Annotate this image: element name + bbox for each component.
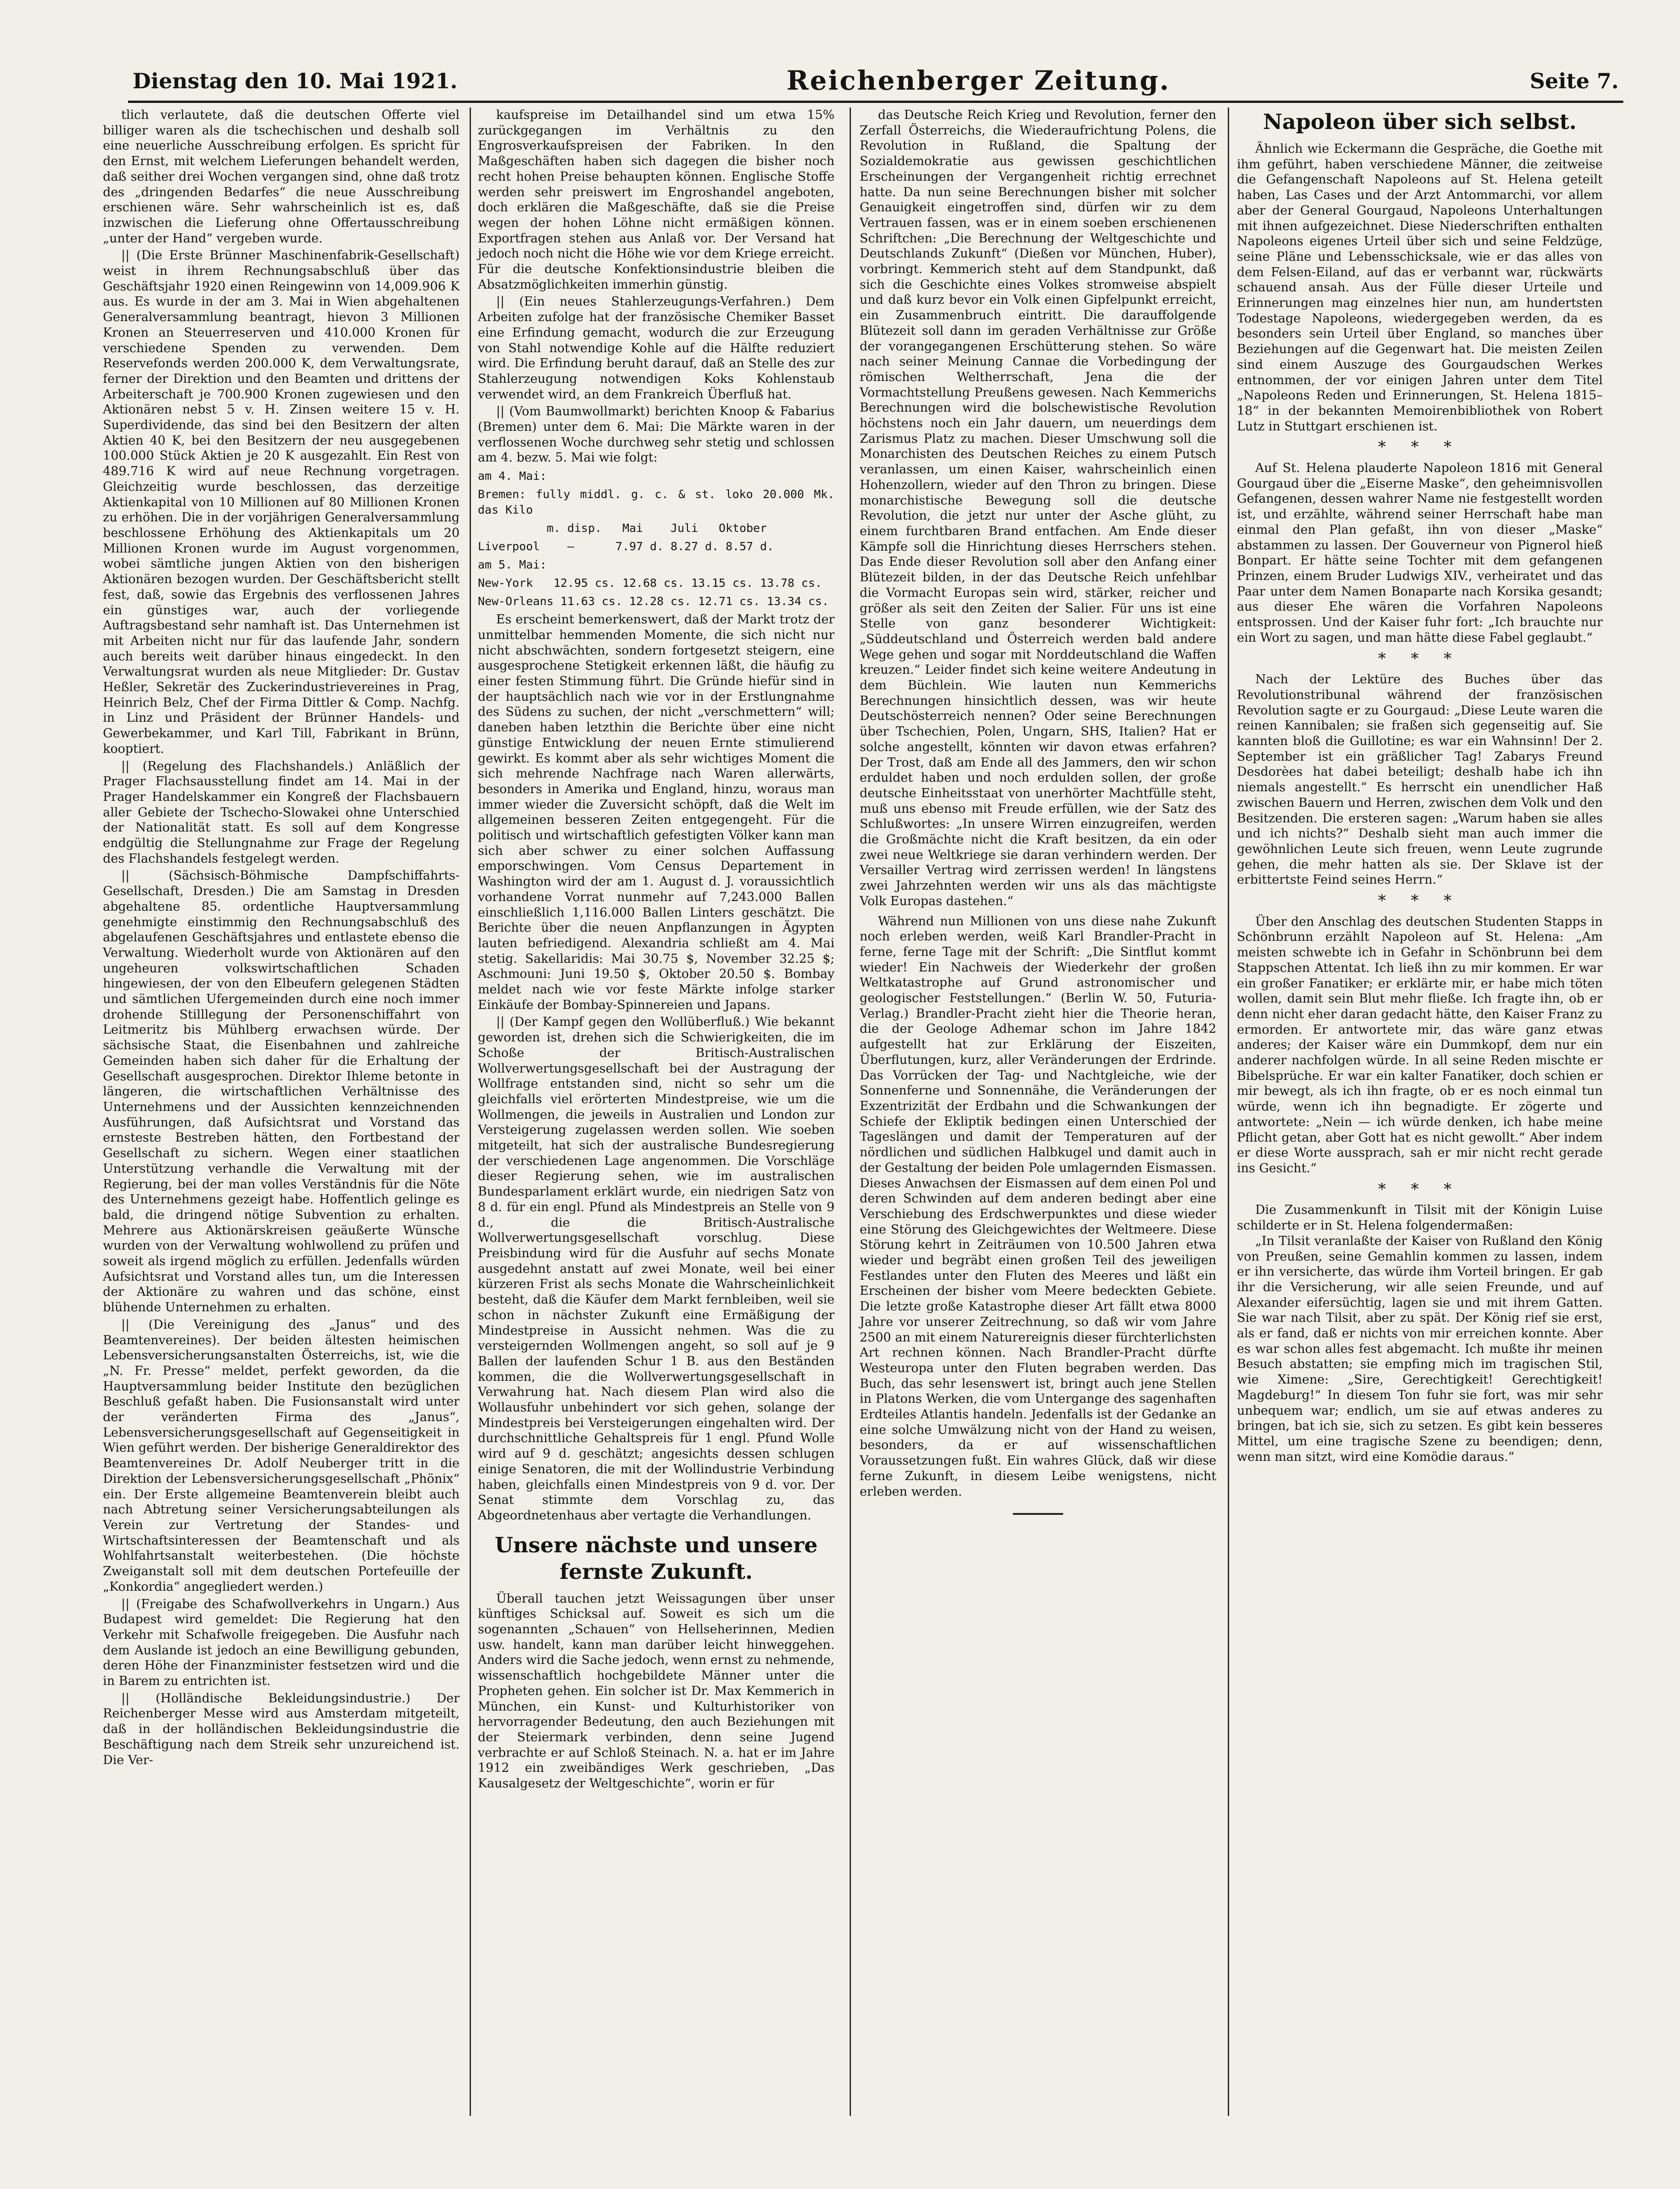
feuilleton-headline: Napoleon über sich selbst. [1263,109,1577,134]
news-item: || (Die Vereinigung des „Janus“ und des Beamtenvereines). Der beiden ältesten heimischen Lebensversicherungsanstalten Österreichs, ist, wie die „N. Fr. Presse“ meldet, perfekt geworden, da die Hauptversammlung beider Institute den bezüglichen Beschluß gefaßt haben. Die Fusionsanstalt wird unter der veränderten Firma des „Janus“, Lebensversicherungsgesellschaft auf Gegenseitigkeit in Wien geführt werden. Der bisherige Generaldirektor des Beamtenvereines Dr. Adolf Neuberger tritt in die Direktion der Lebensversicherungsgesellschaft „Phönix“ ein. Der Erste allgemeine Beamtenverein bleibt auch nach Abtretung seiner Versicherungsabteilungen als Verein zur Vertretung der Standes- und Wirtschaftsinteressen der Beamtenschaft und als Wohlfahrtsanstalt weiterbestehen. (Die höchste Zweiganstalt soll mit dem deutschen Portefeuille der „Konkordia“ angegliedert werden.) [103,1317,460,1594]
feuilleton-paragraph: „In Tilsit veranlaßte der Kaiser von Rußland den König von Preußen, seine Gemahlin kommen zu lassen, indem er ihn versicherte, das würde ihm Vorteil bringen. Er gab ihr die Versicherung, wir alle seien Freunde, und auf Alexander eifersüchtig, lagen sie und mit ihrem Gatten. Sie war nach Tilsit, aber zu spät. Der König rief sie erst, als er fand, daß er nichts von mir erreichen konnte. Aber es war schon alles fest abgemacht. Ich mußte ihr meinen Besuch abstatten; sie empfing mich im tragischen Stil, wie Ximene: „Sire, Gerechtigkeit! Gerechtigkeit! Magdeburg!“ In diesem Ton fuhr sie fort, was mir sehr unbequem war; endlich, um sie auf etwas anderes zu bringen, bat ich sie, sich zu setzen. Es gibt kein besseres Mittel, um eine tragische Szene zu beendigen; denn, wenn man sitzt, wird eine Komödie daraus.“ [1237,1234,1603,1464]
feuilleton-paragraph: Auf St. Helena plauderte Napoleon 1816 mit General Gourgaud über die „Eiserne Maske“, den geheimnisvollen Gefangenen, dessen wahrer Name nie festgestellt worden ist, und erzählte, während seiner Herrschaft habe man einmal den Plan gefaßt, ihn von dieser „Maske“ abstammen zu lassen. Der Gouverneur von Pignerol hieß Bonpart. Er hätte seine Tochter mit dem gefangenen Prinzen, einem Bruder Ludwigs XIV., verheiratet und das Paar unter dem Namen Bonaparte nach Korsika gesandt; aus dieser Ehe wären die Vorfahren Napoleons entsprossen. Und der Kaiser fuhr fort: „Ich brauchte nur ein Wort zu sagen, und man hätte diese Fabel geglaubt.“ [1237,461,1603,645]
cotton-price-table [478,468,835,609]
table-row: Liverpool — 7.97 d. 8.27 d. 8.57 d. [478,540,774,553]
article-end-rule [1013,1513,1063,1515]
news-item: || (Der Kampf gegen den Wollüberfluß.) Wie bekannt geworden ist, drehen sich die Schwierigkeiten, die im Schoße der Britisch-Australischen Wollverwertungsgesellschaft bei der Austragung der Wollfrage entstanden sind, nicht so sehr um die gleichfalls viel erörterten Mindestpreise, wie um die Wollmengen, die jeweils in Australien und London zur Versteigerung zugelassen werden sollen. Wie soeben mitgeteilt, hat sich der australische Bundesregierung der verschiedenen Lage angenommen. Die Vorschläge dieser Regierung sehen, wie im australischen Bundesparlament erklärt wurde, ein niedrigen Satz von 8 d. für ein engl. Pfund als Mindestpreis an Stelle von 9 d., die die Britisch-Australische Wollverwertungsgesellschaft vorschlug. Diese Preisbindung wird für die Ausfuhr auf sechs Monate ausgedehnt anstatt auf zwei Monate, weil bei einer kürzeren Frist als sechs Monate die Wahrscheinlichkeit besteht, daß die Käufer dem Markt fernbleiben, weil sie schon in nächster Zukunft eine Ermäßigung der Mindestpreise in Aussicht nehmen. Was die zu versteigernden Wollmengen angeht, so soll auf je 9 Ballen der laufenden Schur 1 B. aus den Beständen kommen, die die Wollverwertungsgesellschaft in Verwahrung hat. Nach diesem Plan wird also die Wollausfuhr unbehindert vor sich gehen, solange der Mindestpreis bei Versteigerungen eingehalten wird. Der durchschnittliche Gehaltspreis für 1 engl. Pfund Wolle wird auf 9 d. geschätzt; angesichts dessen schlugen einige Senatoren, die mit der Wollindustrie Verbindung haben, gleichfalls einen Mindestpreis von 9 d. vor. Der Senat stimmte dem Vorschlag zu, das Abgeordnetenhaus aber vertagte die Verhandlungen. [478,1015,835,1523]
news-item: Es erscheint bemerkenswert, daß der Markt trotz der unmittelbar hemmenden Momente, die sich nicht nur nicht abschwächten, sondern fortgesetzt steigern, eine ausgesprochene Stetigkeit erkennen läßt, die häufig zu einer festen Stimmung führt. Die Gründe hiefür sind in der hauptsächlich nach wie vor in der Erstlungnahme des Südens zu suchen, der nicht „verschmettern“ will; daneben haben letzthin die Berichte über eine nicht günstige Entwicklung der neuen Ernte stimulierend gewirkt. Es kommt aber als sehr wichtiges Moment die sich mehrende Nachfrage nach Waren allerwärts, besonders in Amerika und England, hinzu, woraus man immer wieder die Zuversicht schöpft, daß die Welt im allgemeinen besseren Zeiten entgegengeht. Für die politisch und wirtschaftlich gefestigten Völker kann man sich aber schwer zu einer solchen Auffassung emporschwingen. Vom Census Departement in Washington wird der am 1. August d. J. voraussichtlich vorhandene Vorrat nunmehr auf 7,243.000 Ballen einschließlich 1,116.000 Ballen Linters geschätzt. Die Berichte über die neuen Anpflanzungen in Ägypten lauten befriedigend. Alexandria schließt am 4. Mai stetig. Sakellaridis: Mai 30.75 $, November 32.25 $; Aschmouni: Juni 19.50 $, Oktober 20.50 $. Bombay meldet nach wie vor feste Märkte infolge starker Einkäufe der Bombay-Spinnereien und Japans. [478,612,835,1012]
news-item: || (Ein neues Stahlerzeugungs-Verfahren.) Dem Arbeiten zufolge hat der französische Chemiker Basset eine Erfindung gemacht, wodurch die zur Erzeugung von Stahl notwendige Kohle auf die Hälfte reduziert wird. Die Erfindung beruht darauf, daß an Stelle des zur Stahlerzeugung notwendigen Koks Kohlenstaub verwendet wird, an dem Frankreich Überfluß hat. [478,295,835,402]
feuilleton-paragraph: Über den Anschlag des deutschen Studenten Stapps in Schönbrunn erzählt Napoleon auf St. Helena: „Am meisten schwebte ich in Gefahr in Schönbrunn bei dem Stappschen Attentat. Ich ließ ihn zu mir kommen. Er war ein großer Fanatiker; er erklärte mir, er habe mich töten wollen, damit sein Blut mehr fließe. Ich fragte ihn, ob er denn nicht eher daran gedacht hätte, den Kaiser Franz zu ermorden. Er antwortete mir, das wäre ganz etwas anderes; der Kaiser wäre ein Dummkopf, dem nur ein anderer nachfolgen würde. In all seine Reden mischte er Bibelsprüche. Er war ein kalter Fanatiker, doch schien er mir bewegt, als ich ihn fragte, ob er es noch einmal tun würde, wenn ich ihn begnadigte. Er zögerte und antwortete: „Nein — ich würde denken, ich habe meine Pflicht getan, aber Gott hat es nicht gewollt.“ Aber indem er diese Worte aussprach, sah er mir nicht recht gerade ins Gesicht.“ [1237,914,1603,1175]
article-paragraph: Während nun Millionen von uns diese nahe Zukunft noch erleben werden, weiß Karl Brandler-Pracht in ferne, ferne Tage mit der Schrift: „Die Sintflut kommt wieder! Ein Nachweis der Wiederkehr der großen Weltkatastrophe auf Grund astronomischer und geologischer Feststellungen.“ (Berlin W. 50, Futuria-Verlag.) Brandler-Pracht zieht hier die Theorie heran, die der Geologe Adhemar schon im Jahre 1842 aufgestellt hat zur Erklärung der Eiszeiten, Überflutungen, kurz, aller Veränderungen der Erdrinde. Das Vorrücken der Tag- und Nachtgleiche, wie der Sonnenferne und Sonnennähe, die Veränderungen der Exzentrizität der Erdbahn und die Schwankungen der Schiefe der Ekliptik bedingen einen Unterschied der Tageslängen und damit der Temperaturen auf der nördlichen und südlichen Halbkugel und damit auch in der Gestaltung der beiden Pole umlagernden Eismassen. Dieses Anwachsen der Eismassen auf dem einen Pol und deren Schwinden auf dem anderen bedingt aber eine Verschiebung des Erdschwerpunktes und diese wieder eine Störung des Gleichgewichtes der Weltmeere. Diese Störung kehrt in Zeiträumen von 10.500 Jahren etwa wieder und begräbt einen großen Teil des jeweiligen Festlandes unter den Fluten des Meeres und läßt ein Erscheinen der bisher vom Meere bedeckten Gebiete. Die letzte große Katastrophe dieser Art fällt etwa 8000 Jahre vor unserer Zeitrechnung, so daß wir vom Jahre 2500 an mit einem Naturereignis dieser fürchterlichsten Art rechnen können. Nach Brandler-Pracht dürfte Westeuropa unter den Fluten begraben werden. Das Buch, das sehr lesenswert ist, bringt auch jene Stellen in Platons Werken, die vom Untergange des sagenhaften Erdteiles Atlantis handeln. Jedenfalls ist der Gedanke an eine solche Umwälzung nicht von der Hand zu weisen, besonders, da er auf wissenschaftlichen Voraussetzungen fußt. Ein wahres Glück, daß wir diese ferne Zukunft, in diesem Leibe wenigstens, nicht erleben werden. [860,914,1216,1499]
feuilleton-paragraph: Nach der Lektüre des Buches über das Revolutionstribunal während der französischen Revolution sagte er zu Gourgaud: „Diese Leute waren die reinen Kannibalen; sie fraßen sich gegenseitig auf. Sie kannten bloß die Guillotine; es war ein Wahnsinn! Der 2. September ist ein gräßlicher Tag! Zabarys Freund Desdorèes hat dabei beteiligt; deshalb habe ich ihn niemals angestellt.“ Es herrscht ein unendlicher Haß zwischen Bauern und Herren, zwischen dem Volk und den Besitzenden. Die ersteren sagen: „Warum haben sie alles und ich nichts?“ Deshalb sieht man auch immer die gewöhnlichen Leute sich freuen, wenn Leute zugrunde gehen, die mehr hatten als sie. Der Sklave ist der erbittertste Feind seines Herrn.“ [1237,672,1603,887]
newspaper-title: Reichenberger Zeitung. [786,65,1171,96]
table-line: am 4. Mai: [478,469,547,483]
column-rule [850,107,851,2116]
table-header: m. disp. Mai Juli Oktober [478,521,767,535]
news-item: kaufspreise im Detailhandel sind um etwa 15% zurückgegangen im Verhältnis zu den Engrosverkaufspreisen der Fabriken. In den Maßgeschäften haben sich dagegen die bisher noch recht hohen Preise behaupten können. Englische Stoffe werden sehr preiswert im Engroshandel angeboten, doch erklären die Maßgeschäfte, daß sie die Preise wegen der hohen Löhne nicht ermäßigen können. Exportfragen stehen aus Anlaß vor. Der Versand hat jedoch noch nicht die Höhe wie vor dem Kriege erreicht. Für die deutsche Konfektionsindustrie bleiben die Absatzmöglichkeiten immerhin günstig. [478,108,835,292]
table-line: Bremen: fully middl. g. c. & st. loko 20.000 Mk. das Kilo [478,488,835,517]
column-rule [470,107,471,2116]
section-divider-stars: * * * [1378,891,1462,910]
column-3 [860,107,1216,1515]
news-item: || (Freigabe des Schafwollverkehrs in Ungarn.) Aus Budapest wird gemeldet: Die Regierung hat den Verkehr mit Schafwolle freigegeben. Die Ausfuhr nach dem Auslande ist jedoch an eine Bewilligung gebunden, deren Höhe der Finanzminister festsetzen wird und die in Barem zu entrichten ist. [103,1597,460,1689]
news-item: || (Sächsisch-Böhmische Dampfschiffahrts-Gesellschaft, Dresden.) Die am Samstag in Dresden abgehaltene 85. ordentliche Hauptversammlung genehmigte einstimmig den Rechnungsabschluß des abgelaufenen Geschäftsjahres und entlastete ebenso die Verwaltung. Wiederholt wurde von Aktionären auf den ungeheuren volkswirtschaftlichen Schaden hingewiesen, der von den Elbeufern gelegenen Städten und sämtlichen Ufergemeinden durch eine noch immer drohende Stilllegung der Personenschiffahrt von Leitmeritz bis Mühlberg erwachsen würde. Der sächsische Staat, die Eisenbahnen und zahlreiche Gemeinden haben sich daher für die Erhaltung der Gesellschaft ausgesprochen. Direktor Ihleme betonte in längeren, die wirtschaftlichen Verhältnisse des Unternehmens und der Aussichten kennzeichnenden Ausführungen, daß Aufsichtsrat und Vorstand das ernsteste Bestreben hätten, den Fortbestand der Gesellschaft zu sichern. Wegen einer staatlichen Unterstützung verhandle die Verwaltung mit der Regierung, bei der man volles Verständnis für die Nöte des Unternehmens gezeigt habe. Hoffentlich gelinge es bald, die dringend nötige Subvention zu erhalten. Mehrere aus Aktionärskreisen geäußerte Wünsche wurden von der Verwaltung wohlwollend zu prüfen und soweit als irgend möglich zu erfüllen. Jedenfalls würden Aufsichtsrat und Vorstand alles tun, um die Interessen der Aktionäre zu wahren und das schöne, einst blühende Unternehmen zu erhalten. [103,869,460,1315]
header-date: Dienstag den 10. Mai 1921. [133,69,458,93]
table-row: New-Orleans 11.63 cs. 12.28 cs. 12.71 cs. 13.34 cs. [478,595,829,608]
article-paragraph: das Deutsche Reich Krieg und Revolution, ferner den Zerfall Österreichs, die Wiederaufrichtung Polens, die Revolution in Rußland, die Spaltung der Sozialdemokratie aus gewissen geschichtlichen Erscheinungen der Vergangenheit richtig errechnet hatte. Da nun seine Berechnungen bisher mit solcher Genauigkeit eingetroffen sind, dürfen wir zu dem Vertrauen fassen, was er in einem soeben erschienenen Schriftchen: „Die Berechnung der Weltgeschichte und Deutschlands Zukunft“ (Dießen vor München, Huber), vorbringt. Kemmerich steht auf dem Standpunkt, daß sich die Geschichte eines Volkes stromweise abspielt und daß kurz bevor ein Volk einen Gipfelpunkt erreicht, ein Zusammenbruch eintritt. Die darauffolgende Blütezeit soll dann im geraden Verhältnisse zur Größe der vorangegangenen Erschütterung stehen. So wäre nach seiner Meinung Cannae die Vorbedingung der römischen Weltherrschaft, Jena die der Vormachtstellung Preußens gewesen. Nach Kemmerichs Berechnungen wird die bolschewistische Revolution höchstens noch ein Jahr dauern, um neuerdings dem Zarismus Platz zu machen. Dieser Umschwung soll die Monarchisten des Deutschen Reiches zu einem Putsch veranlassen, um einen Kaiser, wahrscheinlich einen Hohenzollern, wieder auf den Thron zu bringen. Diese monarchistische Bewegung soll die deutsche Revolution, die jetzt nur unter der Asche glüht, zu einem furchtbaren Brand entfachen. Am Ende dieser Kämpfe soll die Hinrichtung dieses Herrschers stehen. Das Ende dieser Revolution soll aber den Anfang einer Blütezeit bilden, in der das Deutsche Reich unfehlbar die Vormacht Europas sein wird, stärker, reicher und größer als seit den Zeiten der Salier. Für uns ist eine Stelle von ganz besonderer Wichtigkeit: „Süddeutschland und Österreich werden bald andere Wege gehen und sogar mit Norddeutschland die Waffen kreuzen.“ Leider findet sich keine weitere Andeutung in dem Büchlein. Wie lauten nun Kemmerichs Berechnungen hinsichtlich dessen, was wir heute Deutschösterreich nennen? Oder seine Berechnungen über Tschechien, Polen, Ungarn, SHS, Italien? Hat er solche angestellt, könnten wir davon etwas erfahren? Der Trost, daß am Ende all des Jammers, den wir schon erduldet haben und noch erdulden sollen, der große deutsche Einheitsstaat von unerhörter Machtfülle steht, muß uns ebenso mit Freude erfüllen, wie der Satz des Schlußwortes: „In unsere Wirren einzugreifen, werden die Großmächte nicht die Kraft besitzen, da ein oder zwei neue Weltkriege sie daran verhindern werden. Der Versailler Vertrag wird zerrissen werden! In längstens zwei Jahrzehnten werden wir uns als das mächtigste Volk Europas dastehen.“ [860,108,1216,908]
news-item: || (Vom Baumwollmarkt) berichten Knoop & Fabarius (Bremen) unter dem 6. Mai: Die Märkte waren in der verflossenen Woche durchweg sehr stetig und schlossen am 4. bezw. 5. Mai wie folgt: [478,404,835,465]
article-headline: Unsere nächste und unsere fernste Zukunft. [495,1532,818,1584]
news-item: || (Holländische Bekleidungsindustrie.) Der Reichenberger Messe wird aus Amsterdam mitgeteilt, daß in der holländischen Bekleidungsindustrie die Beschäftigung nach dem Streik sehr unzureichend ist. Die Ver- [103,1691,460,1767]
news-item: || (Die Erste Brünner Maschinenfabrik-Gesellschaft) weist in ihrem Rechnungsabschluß über das Geschäftsjahr 1920 einen Reingewinn von 14,009.906 K aus. Es wurde in der am 3. Mai in Wien abgehaltenen Generalversammlung beantragt, hievon 3 Millionen Kronen an Steuerreserven und 410.000 Kronen für verschiedene Spenden zu verwenden. Dem Reservefonds werden 200.000 K, dem Verwaltungsrate, ferner der Direktion und den Beamten und drittens der Arbeiterschaft je 700.900 Kronen zugewiesen und den Aktionären nebst 5 v. H. Zinsen weitere 15 v. H. Superdividende, das sind bei den Besitzern der alten Aktien 40 K, bei den Besitzern der neu ausgegebenen 100.000 Stück Aktien je 20 K ausgezahlt. Ein Rest von 489.716 K wird auf neue Rechnung vorgetragen. Gleichzeitig wurde beschlossen, das derzeitige Aktienkapital von 10 Millionen auf 80 Millionen Kronen zu erhöhen. Die in der vorjährigen Generalversammlung beschlossene Erhöhung des Aktienkapitals um 20 Millionen Kronen wurde im August vorgenommen, wobei sämtliche jungen Aktien von den bisherigen Aktionären bezogen wurden. Der Geschäftsbericht stellt fest, daß, sowie das Ergebnis des verflossenen Jahres ein günstiges war, auch der vorliegende Auftragsbestand sehr namhaft ist. Das Unternehmen ist mit Arbeiten nicht nur für das laufende Jahr, sondern auch bereits weit darüber hinaus eingedeckt. In den Verwaltungsrat wurden als neue Mitglieder: Dr. Gustav Heßler, Sekretär des Zuckerindustrievereines in Prag, Heinrich Belz, Chef der Firma Dittler & Comp. Nachfg. in Linz und Präsident der Brünner Handels- und Gewerbekammer, und Karl Till, Fabrikant in Brünn, kooptiert. [103,248,460,756]
column-4 [1237,107,1603,1465]
section-divider-stars: * * * [1378,1180,1462,1198]
table-row: New-York 12.95 cs. 12.68 cs. 13.15 cs. 13.78 cs. [478,576,822,590]
column-1 [103,107,460,1768]
table-line: am 5. Mai: [478,558,547,572]
column-rule [1228,107,1229,2116]
column-2 [478,107,835,1792]
article-paragraph: Überall tauchen jetzt Weissagungen über unser künftiges Schicksal auf. Soweit es sich um die sogenannten „Schauen“ von Hellseherinnen, Medien usw. handelt, kann man darüber leicht hinweggehen. Anders wird die Sache jedoch, wenn ernst zu nehmende, wissenschaftlich hochgebildete Männer unter die Propheten gehen. Ein solcher ist Dr. Max Kemmerich in München, ein Kunst- und Kulturhistoriker von hervorragender Bedeutung, den auch Beziehungen mit der Steiermark verbinden, denn seine Jugend verbrachte er auf Schloß Steinach. N. a. hat er im Jahre 1912 ein zweibändiges Werk geschrieben, „Das Kausalgesetz der Weltgeschichte“, worin er für [478,1591,835,1791]
section-divider-stars: * * * [1378,649,1462,668]
page-number: Seite 7. [1530,69,1619,93]
news-item: tlich verlautete, daß die deutschen Offerte viel billiger waren als die tschechischen und deshalb soll eine neuerliche Ausschreibung erfolgen. Es spricht für den Ernst, mit welchem Lieferungen behandelt werden, daß seither drei Wochen vergangen sind, ohne daß trotz des „dringenden Bedarfes“ die neue Ausschreibung erschienen wäre. Sehr wahrscheinlich ist es, daß inzwischen die Lieferung ohne Offertausschreibung „unter der Hand“ vergeben wurde. [103,108,460,246]
feuilleton-paragraph: Ähnlich wie Eckermann die Gespräche, die Goethe mit ihm geführt, haben verschiedene Männer, die zeitweise die Gefangenschaft Napoleons auf St. Helena geteilt haben, Las Cases und der Arzt Antommarchi, vor allem aber der General Gourgaud, Napoleons Unterhaltungen mit ihnen aufgezeichnet. Diese Niederschriften enthalten Napoleons eigenes Urteil über sich und seine Feldzüge, seine Pläne und Lebensschicksale, wie er das alles von dem Felsen-Eiland, auf das er verbannt war, rückwärts schauend ansah. Aus der Fülle dieser Urteile und Erinnerungen mag einzelnes hier nun, am hundertsten Todestage Napoleons, wiedergegeben werden, da es besonders sein Urteil über England, so manches über Beziehungen auf die Gegenwart hat. Die meisten Zeilen sind einem Auszuge des Gourgaudschen Werkes entnommen, der vor einigen Jahren unter dem Titel „Napoleons Reden und Erinnerungen, St. Helena 1815–18“ in der bekannten Memoirenbibliothek von Robert Lutz in Stuttgart erschienen ist. [1237,142,1603,434]
feuilleton-paragraph: Die Zusammenkunft in Tilsit mit der Königin Luise schilderte er in St. Helena folgendermaßen: [1237,1203,1603,1233]
news-item: || (Regelung des Flachshandels.) Anläßlich der Prager Flachsausstellung findet am 14. Mai in der Prager Handelskammer ein Kongreß der Flachsbauern aller Gebiete der Tschecho-Slowakei ohne Unterschied der Nationalität statt. Es soll auf dem Kongresse endgültig die Stellungnahme zur Frage der Regelung des Flachshandels festgelegt werden. [103,759,460,866]
page-header [128,59,1623,103]
section-divider-stars: * * * [1378,438,1462,456]
